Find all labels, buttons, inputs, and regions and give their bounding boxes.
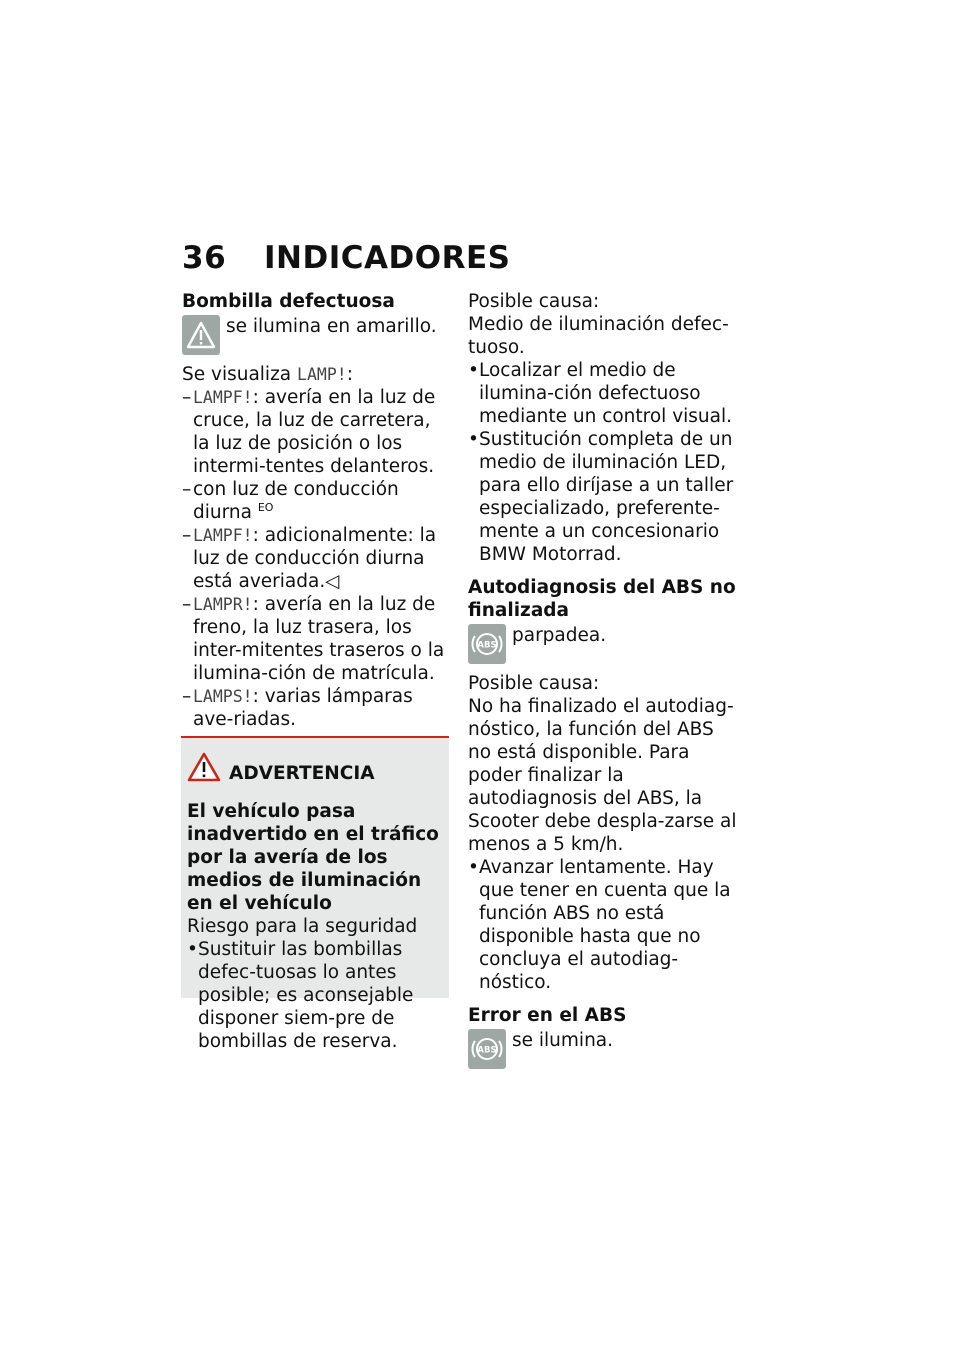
bullet-marker: • xyxy=(468,429,479,450)
list-item xyxy=(468,359,740,428)
dash-marker: – xyxy=(182,387,192,408)
abs-icon-label: ABS xyxy=(477,640,497,651)
dash-marker: – xyxy=(182,594,192,615)
dash-marker: – xyxy=(182,479,192,500)
abs-error-indicator-text: se ilumina. xyxy=(512,1030,614,1051)
section-title: INDICADORES xyxy=(264,240,511,276)
display-intro: Se visualiza xyxy=(182,364,292,385)
heading-abs-error: Error en el ABS xyxy=(468,1005,627,1026)
list-item-text: Localizar el medio de ilumina-ción defectuoso mediante un control visual. xyxy=(479,360,733,427)
display-line xyxy=(182,363,450,386)
abs-cause-text: No ha finalizado el autodiag-nóstico, la función del ABS no está disponible. Para poder finalizar la autodiagnosis del ABS, la Scooter debe despla-zarse al menos a 5 km/h. xyxy=(468,696,737,855)
superscript-note: EO xyxy=(257,500,274,514)
warning-triangle-icon xyxy=(182,315,220,355)
warning-indicator-row xyxy=(182,315,450,355)
bullet-marker: • xyxy=(187,939,198,960)
warning-indicator-text: se ilumina en amarillo. xyxy=(226,316,437,337)
list-item xyxy=(468,428,740,566)
list-item xyxy=(182,386,450,478)
display-code: LAMP! xyxy=(297,365,347,384)
abs-icon-label: ABS xyxy=(477,1045,497,1056)
display-code: LAMPS! xyxy=(193,687,253,706)
right-column xyxy=(468,290,740,1077)
abs-cause-label: Posible causa: xyxy=(468,673,600,694)
abs-indicator-text: parpadea. xyxy=(512,625,607,646)
warning-label: ADVERTENCIA xyxy=(229,762,375,784)
warning-triangle-icon xyxy=(187,752,221,788)
dash-marker: – xyxy=(182,686,192,707)
left-column xyxy=(182,290,450,731)
list-item xyxy=(182,685,450,731)
display-code: LAMPF! xyxy=(193,388,253,407)
abs-indicator-row xyxy=(468,624,740,664)
abs-indicator-icon xyxy=(468,1029,506,1069)
list-item xyxy=(187,938,443,1053)
page-number: 36 xyxy=(182,240,227,276)
dash-marker: – xyxy=(182,525,192,546)
display-code: LAMPR! xyxy=(193,595,253,614)
list-item-text: Sustituir las bombillas defec-tuosas lo antes posible; es aconsejable disponer siem-pre de bombillas de reserva. xyxy=(198,939,414,1052)
warning-title xyxy=(187,752,443,788)
warning-heading: El vehículo pasa inadvertido en el tráfico por la avería de los medios de iluminación en el vehículo xyxy=(187,801,439,914)
list-item-text: Avanzar lentamente. Hay que tener en cuenta que la función ABS no está disponible hasta que no concluya el autodiag-nóstico. xyxy=(479,857,731,993)
display-code: LAMPF! xyxy=(193,526,253,545)
list-item-text: : avería en la luz de cruce, la luz de carretera, la luz de posición o los intermi-tentes delanteros. xyxy=(193,387,436,477)
heading-abs-autodiagnosis: Autodiagnosis del ABS no finalizada xyxy=(468,577,736,621)
cause-label: Posible causa: xyxy=(468,291,600,312)
list-item xyxy=(468,856,740,994)
list-item-text: : adicionalmente: la luz de conducción diurna está averiada.◁ xyxy=(193,525,437,592)
page-header xyxy=(182,240,510,276)
list-item-text: : avería en la luz de freno, la luz trasera, los inter-mitentes traseros o la ilumina-ción de matrícula. xyxy=(193,594,445,684)
list-item xyxy=(182,478,450,524)
warning-box xyxy=(181,736,449,1052)
abs-error-indicator-row xyxy=(468,1029,740,1069)
list-item-text: : varias lámparas ave-riadas. xyxy=(193,686,413,730)
list-item-text: con luz de conducción diurna xyxy=(193,479,399,523)
list-item xyxy=(182,593,450,685)
heading-defective-bulb: Bombilla defectuosa xyxy=(182,291,395,312)
warning-risk: Riesgo para la seguridad xyxy=(187,916,418,937)
list-item-text: Sustitución completa de un medio de iluminación LED, para ello diríjase a un taller especializado, preferente-mente a un concesionario BMW Motorrad. xyxy=(479,429,734,565)
display-colon: : xyxy=(346,364,353,385)
bullet-marker: • xyxy=(468,360,479,381)
cause-text: Medio de iluminación defec-tuoso. xyxy=(468,314,729,358)
list-item xyxy=(182,524,450,593)
abs-indicator-icon xyxy=(468,624,506,664)
bullet-marker: • xyxy=(468,857,479,878)
